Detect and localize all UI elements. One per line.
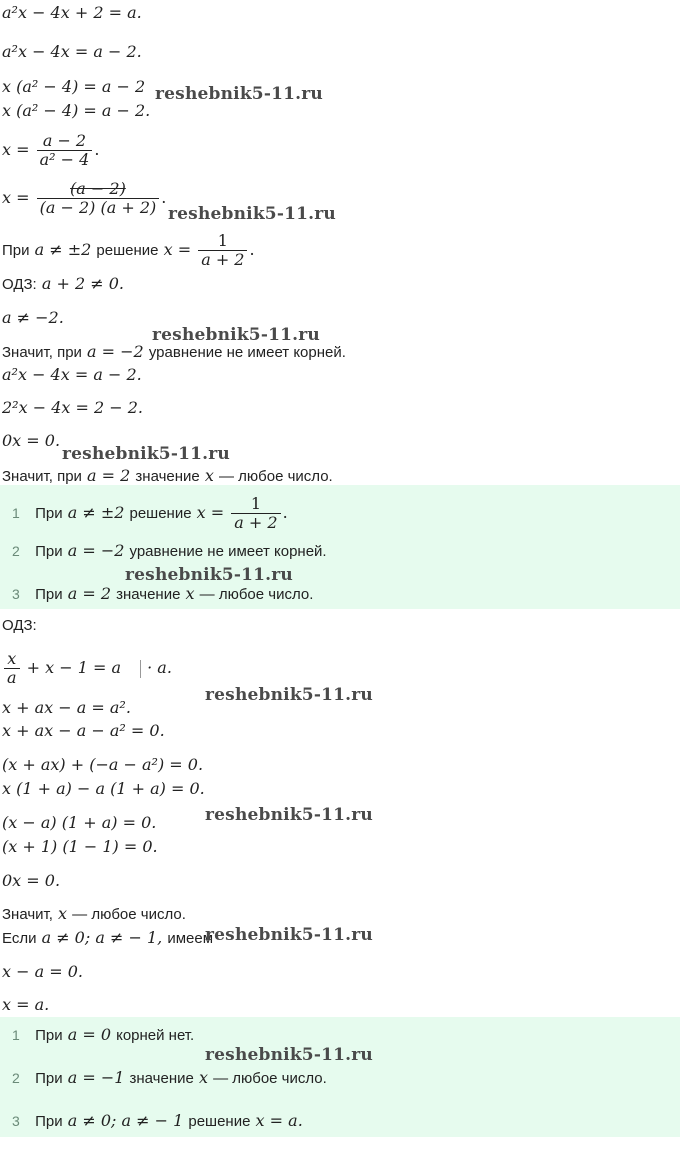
answer-item: 1 При a ≠ ±2 решение x = $\frac{1}{a + 2}$ .: [12, 494, 288, 532]
condition-line: Если a ≠ 0; a ≠ − 1, имеем: [2, 928, 214, 947]
equation-line: x (a² − 4) = a − 2.: [2, 101, 151, 120]
fraction-line: x = $\frac{a - 2}{\text{a² − 4}}$ .: [2, 131, 100, 169]
equation-line: x − a = 0.: [2, 962, 83, 981]
odz-line: ОДЗ: a + 2 ≠ 0.: [2, 274, 124, 293]
conclusion-line: Значит, при a = 2 значение x — любое число.: [2, 466, 333, 485]
answer-item: 2 При a = −2 уравнение не имеет корней.: [12, 541, 327, 560]
equation-line: x + ax − a − a² = 0.: [2, 721, 165, 740]
answer-item: 3 При a ≠ 0; a ≠ − 1 решение x = a.: [12, 1111, 303, 1130]
equation-line: a²x − 4x = a − 2.: [2, 42, 142, 61]
fraction: $\frac{1}{a + 2}$: [198, 232, 247, 269]
multiply-bar: [140, 660, 141, 678]
equation-line: x = a.: [2, 995, 50, 1014]
equation-line: x (a² − 4) = a − 2: [2, 77, 146, 96]
answer-item: 3 При a = 2 значение x — любое число.: [12, 584, 314, 603]
answer-item: 2 При a = −1 значение x — любое число.: [12, 1068, 327, 1087]
equation-line: a ≠ −2.: [2, 308, 64, 327]
watermark: reshebnik5-11.ru: [205, 1045, 373, 1065]
conclusion-line: Значит, при a = −2 уравнение не имеет корней.: [2, 342, 346, 361]
equation-line: $\frac{x}{a}$ + x − 1 = a · a.: [2, 650, 172, 687]
fraction: $\frac{x}{a}$: [4, 650, 20, 687]
solution-line: При a ≠ ±2 решение x = $\frac{1}{a + 2}$ .: [2, 231, 255, 269]
fraction: $\frac{1}{a + 2}$: [231, 495, 280, 532]
watermark: reshebnik5-11.ru: [155, 84, 323, 104]
conclusion-line: Значит, x — любое число.: [2, 904, 186, 923]
answer-item: 1 При a = 0 корней нет.: [12, 1025, 195, 1044]
fraction: $\frac{(a - 2)}{(a - 2) (a + 2)}$: [37, 180, 160, 217]
fraction-line: x = $\frac{(a - 2)}{(a - 2) (a + 2)}$ .: [2, 179, 167, 217]
equation-line: x (1 + a) − a (1 + a) = 0.: [2, 779, 205, 798]
watermark: reshebnik5-11.ru: [125, 565, 293, 585]
odz-label: ОДЗ:: [2, 617, 37, 634]
equation-line: a²x − 4x = a − 2.: [2, 365, 142, 384]
watermark: reshebnik5-11.ru: [62, 444, 230, 464]
equation-line: 2²x − 4x = 2 − 2.: [2, 398, 143, 417]
equation-line: (x + 1) (1 − 1) = 0.: [2, 837, 158, 856]
watermark: reshebnik5-11.ru: [205, 685, 373, 705]
equation-line: 0x = 0.: [2, 871, 61, 890]
equation-line: (x + ax) + (−a − a²) = 0.: [2, 755, 204, 774]
watermark: reshebnik5-11.ru: [168, 204, 336, 224]
equation-line: 0x = 0.: [2, 431, 61, 450]
answer-box: [0, 485, 680, 609]
equation-line: x + ax − a = a².: [2, 698, 131, 717]
fraction: $\frac{a - 2}{\text{a² − 4}}$: [37, 132, 93, 169]
watermark: reshebnik5-11.ru: [205, 805, 373, 825]
watermark: reshebnik5-11.ru: [205, 925, 373, 945]
answer-box: [0, 1017, 680, 1137]
equation-line: (x − a) (1 + a) = 0.: [2, 813, 157, 832]
watermark: reshebnik5-11.ru: [152, 325, 320, 345]
equation-line: a²x − 4x + 2 = a.: [2, 3, 142, 22]
